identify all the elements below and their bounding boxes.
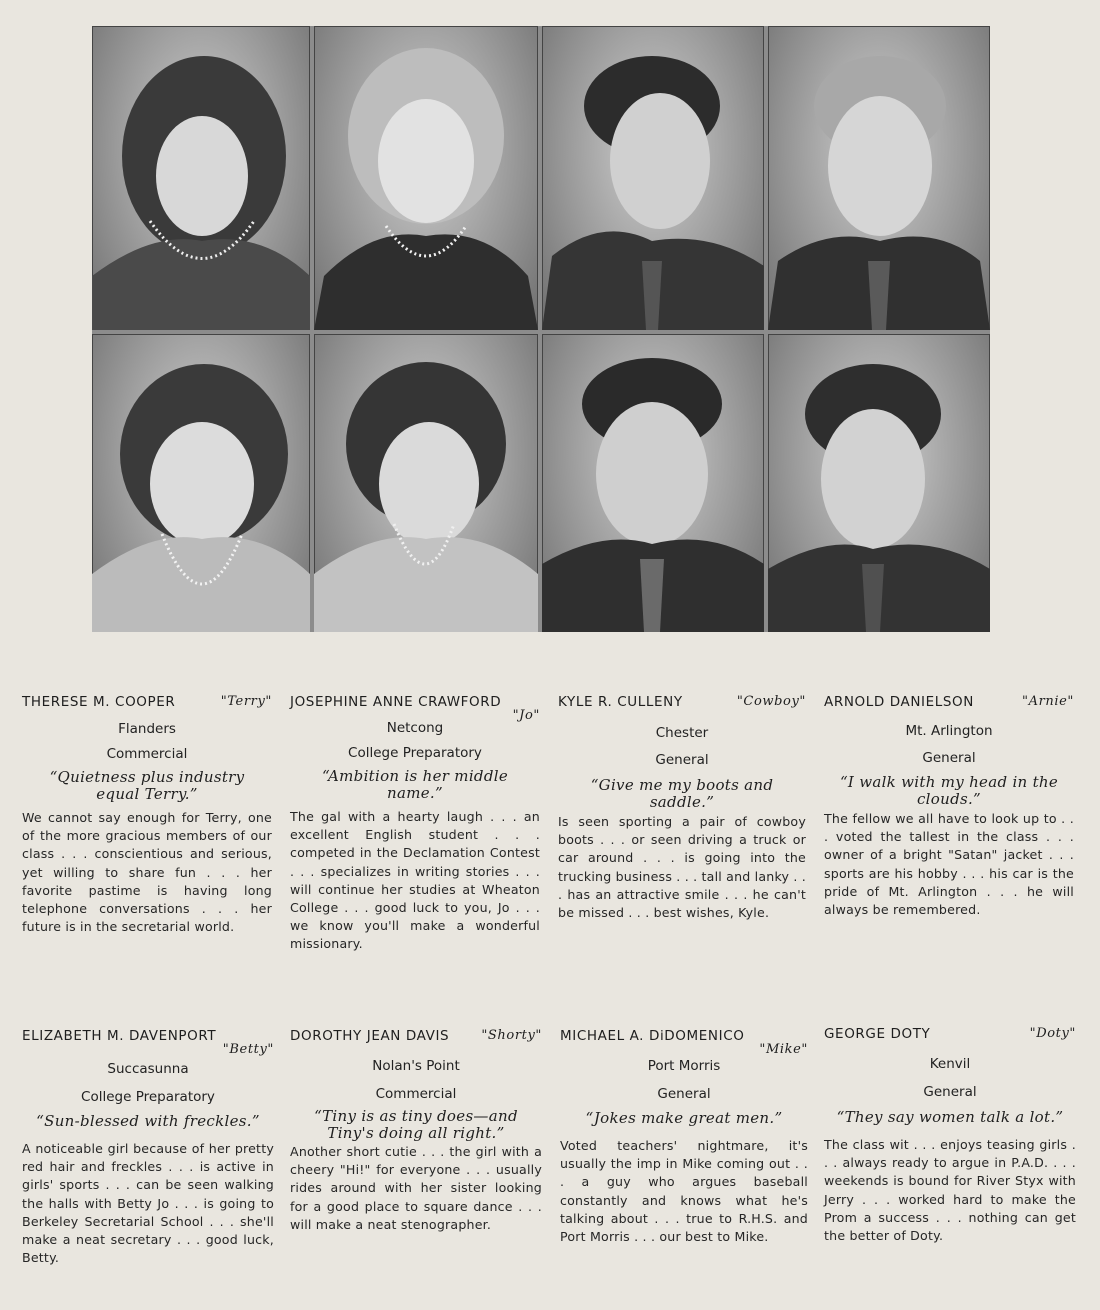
student-quote: “Ambition is her middle name.”	[321, 767, 508, 802]
student-entry-therese-cooper	[22, 694, 272, 936]
student-name: JOSEPHINE ANNE CRAWFORD	[290, 694, 502, 710]
student-entry-michael-didomenico	[560, 1028, 808, 1246]
portrait-kyle-culleny	[542, 26, 764, 330]
portrait-josephine-crawford	[314, 26, 538, 330]
student-description: Another short cutie . . . the girl with a cheery "Hi!" for everyone . . . usually rides around with her sister looking for a good place to square dance . . . will make a neat stenographer.	[290, 1144, 542, 1232]
student-quote: “Quietness plus industry equal Terry.”	[49, 768, 245, 803]
student-name: MICHAEL A. DiDOMENICO	[560, 1028, 745, 1044]
student-hometown: Chester	[655, 725, 709, 741]
student-description: The fellow we all have to look up to . . . voted the tallest in the class . . . owner of a bright "Satan" jacket . . . sports are his hobby . . . his car is the pride of Mt. Arlington . . . he will always be remembered.	[824, 811, 1074, 918]
student-hometown: Mt. Arlington	[905, 723, 993, 739]
student-course: General	[923, 1084, 977, 1100]
student-name: THERESE M. COOPER	[22, 694, 176, 710]
student-description: We cannot say enough for Terry, one of the more gracious members of our class . . . conscientious and serious, yet willing to share fun . . . her favorite pastime is having long telephone conversations . . . her future is in the secretarial world.	[22, 810, 272, 935]
student-nickname: "Jo"	[512, 708, 540, 723]
student-entry-dorothy-davis	[290, 1028, 542, 1234]
student-entry-george-doty	[824, 1026, 1076, 1245]
student-name: DOROTHY JEAN DAVIS	[290, 1028, 450, 1044]
student-quote: “Give me my boots and saddle.”	[590, 776, 774, 811]
student-hometown: Succasunna	[107, 1061, 189, 1077]
student-hometown: Netcong	[386, 720, 444, 736]
student-nickname: "Doty"	[1029, 1026, 1076, 1041]
student-name: GEORGE DOTY	[824, 1026, 931, 1042]
student-entry-elizabeth-davenport	[22, 1028, 274, 1267]
student-hometown: Flanders	[118, 721, 176, 737]
student-nickname: "Cowboy"	[736, 694, 806, 709]
student-quote: “I walk with my head in the clouds.”	[839, 773, 1059, 808]
student-course: Commercial	[375, 1086, 457, 1102]
student-name: KYLE R. CULLENY	[558, 694, 683, 710]
student-course: Commercial	[106, 746, 188, 762]
student-quote: “Tiny is as tiny does—and Tiny's doing all right.”	[314, 1107, 518, 1142]
student-course: General	[657, 1086, 711, 1102]
portrait-george-doty	[768, 334, 990, 632]
student-name: ELIZABETH M. DAVENPORT	[22, 1028, 217, 1044]
student-description: The class wit . . . enjoys teasing girls . . . always ready to argue in P.A.D. . . . weekends is bound for River Styx with Jerry . . . worked hard to make the Prom a success . . . nothing can get the better of Doty.	[824, 1137, 1076, 1244]
portrait-arnold-danielson	[768, 26, 990, 330]
student-quote: “They say women talk a lot.”	[836, 1108, 1064, 1126]
student-hometown: Nolan's Point	[372, 1058, 460, 1074]
student-course: General	[655, 752, 709, 768]
student-nickname: "Arnie"	[1022, 694, 1074, 709]
portrait-dorothy-davis	[314, 334, 538, 632]
student-description: A noticeable girl because of her pretty red hair and freckles . . . is active in girls' sports . . . can be seen walking the halls with Betty Jo . . . is going to Berkeley Secretarial School . . . she'll make a neat secretary . . . good luck, Betty.	[22, 1141, 274, 1266]
student-course: College Preparatory	[81, 1089, 215, 1105]
student-name: ARNOLD DANIELSON	[824, 694, 974, 710]
student-description: The gal with a hearty laugh . . . an excellent English student . . . competed in the Declamation Contest . . . specializes in writing stories . . . will continue her studies at Wheaton College . . . good luck to you, Jo . . . we know you'll make a wonderful missionary.	[290, 809, 540, 952]
student-course: General	[922, 750, 976, 766]
student-entry-arnold-danielson	[824, 694, 1074, 919]
portrait-grid	[92, 26, 990, 632]
student-entry-kyle-culleny	[558, 694, 806, 922]
student-description: Voted teachers' nightmare, it's usually the imp in Mike coming out . . . a guy who argues baseball constantly and knows what he's talking about . . . true to R.H.S. and Port Morris . . . our best to Mike.	[560, 1138, 808, 1245]
portrait-therese-cooper	[92, 26, 310, 330]
student-course: College Preparatory	[348, 745, 482, 761]
student-description: Is seen sporting a pair of cowboy boots . . . or seen driving a truck or car around . . . is going into the trucking business . . . tall and lanky . . . has an attractive smile . . . he can't be missed . . . best wishes, Kyle.	[558, 814, 806, 921]
student-quote: “Jokes make great men.”	[585, 1109, 783, 1127]
student-hometown: Port Morris	[647, 1058, 721, 1074]
student-hometown: Kenvil	[929, 1056, 971, 1072]
student-nickname: "Terry"	[220, 694, 272, 709]
portrait-elizabeth-davenport	[92, 334, 310, 632]
student-quote: “Sun-blessed with freckles.”	[36, 1112, 260, 1130]
student-nickname: "Shorty"	[481, 1028, 542, 1043]
student-nickname: "Mike"	[759, 1042, 808, 1057]
student-nickname: "Betty"	[222, 1042, 274, 1057]
portrait-michael-didomenico	[542, 334, 764, 632]
student-entry-josephine-crawford	[290, 694, 540, 954]
